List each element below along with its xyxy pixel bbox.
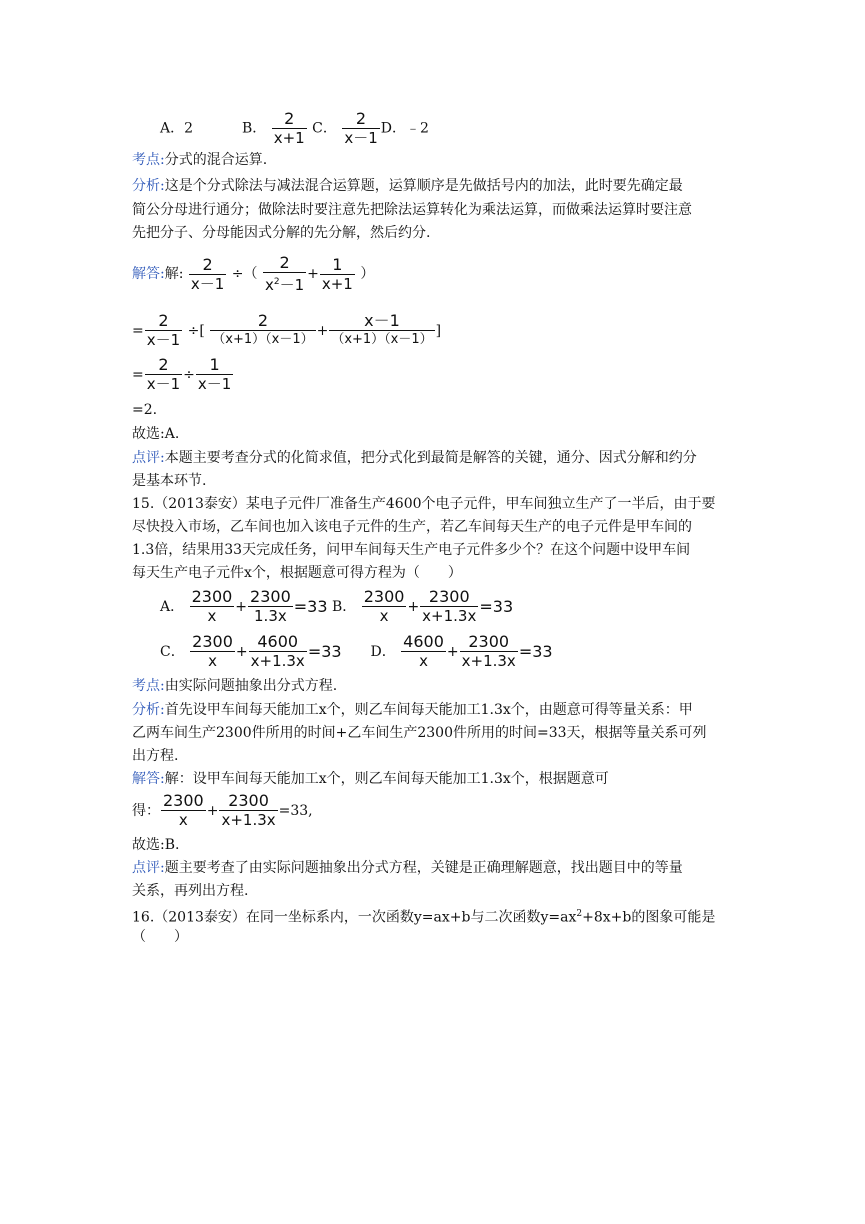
q15-dianping-line1: [132, 858, 683, 878]
option-c-fraction-1: $\frac{2300}{x}$: [192, 632, 233, 670]
plus-sign: +: [316, 322, 329, 339]
equals-sign: =: [132, 322, 144, 339]
jieda-text: 解：设甲车间每天能加工x个，则乙车间每天能加工1.3x个，根据题意可: [164, 771, 609, 787]
plus-sign: +: [235, 598, 248, 615]
jieda-prefix: 得：: [132, 802, 160, 819]
dianping-text: 本题主要考查分式的化简求值，把分式化到最简是解答的关键，通分、因式分解和约分: [164, 450, 697, 466]
q14-jieda-step3: [132, 356, 234, 393]
equals-33: =33: [518, 641, 553, 661]
option-c-label: C．: [160, 643, 185, 660]
q16-stem-line1: [132, 904, 715, 928]
option-a-fraction-1: $\frac{2300}{x}$: [191, 587, 233, 625]
q15-stem-line4: 每天生产电子元件x个，根据题意可得方程为（ ）: [132, 565, 462, 581]
plus-sign: +: [446, 643, 459, 660]
kaodian-text: 由实际问题抽象出分式方程.: [164, 678, 338, 694]
dianping-label: 点评:: [132, 450, 165, 466]
plus-sign: +: [407, 598, 420, 615]
q14-fenxi-line3: 先把分子、分母能因式分解的先分解，然后约分.: [132, 225, 431, 241]
dianping-text: 题主要考查了由实际问题抽象出分式方程，关键是正确理解题意，找出题目中的等量: [164, 860, 683, 876]
option-b-label: B．: [241, 120, 267, 137]
option-c-label: C．: [312, 120, 337, 137]
q15-options-cd: [160, 633, 553, 670]
option-a-label: A．: [160, 598, 185, 615]
q15-jieda-line1: [132, 769, 609, 789]
option-b-fraction-1: $\frac{2300}{x}$: [363, 587, 405, 625]
option-a-fraction-2: $\frac{2300}{1.3x}$: [250, 587, 291, 625]
fenxi-label: 分析:: [132, 702, 165, 718]
option-d-fraction-2: $\frac{2300}{x+1.3x}$: [461, 632, 516, 670]
kaodian-text: 分式的混合运算.: [164, 152, 268, 168]
plus-sign: +: [206, 802, 219, 819]
equals-33: =33: [307, 641, 342, 661]
option-b-fraction-2: $\frac{2300}{x+1.3x}$: [422, 587, 477, 625]
q14-fenxi-line2: 简公分母进行通分；做除法时要注意先把除法运算转化为乘法运算，而做乘法运算时要注意: [132, 202, 692, 218]
q15-stem-line1: 15.（2013泰安）某电子元件厂准备生产4600个电子元件，甲车间独立生产了一半后，由于要: [132, 496, 716, 512]
option-d-fraction-1: $\frac{4600}{x}$: [403, 632, 444, 670]
equals-33: =33: [293, 596, 328, 616]
close-bracket: ]: [435, 322, 442, 339]
q15-choice: 故选:B.: [132, 837, 180, 853]
fenxi-text: 首先设甲车间每天能加工x个，则乙车间每天能加工1.3x个，由题意可得等量关系：甲: [164, 702, 693, 718]
jieda-label: 解答:: [132, 266, 165, 282]
jieda-prefix: 解:: [164, 266, 184, 282]
option-a: A．2: [160, 120, 194, 137]
step1-fraction-1: $\frac{2}{x-1}$: [190, 254, 225, 293]
fenxi-text: 这是个分式除法与减法混合运算题，运算顺序是先做括号内的加法，此时要先确定最: [164, 178, 683, 194]
kaodian-label: 考点:: [132, 678, 165, 694]
fenxi-label: 分析:: [132, 178, 165, 194]
option-b-label: B．: [331, 598, 357, 615]
q15-fenxi-line1: [132, 700, 693, 720]
equals-33: =33: [479, 596, 514, 616]
q15-fenxi-line2: 乙两车间生产2300件所用的时间+乙车间生产2300件所用的时间=33天，根据等量关系可列: [132, 725, 707, 741]
equals-sign: =: [132, 366, 144, 383]
q14-jieda-step1: [132, 254, 374, 294]
equation-fraction-1: $\frac{2300}{x}$: [163, 791, 204, 829]
divide-bracket: ÷[: [187, 322, 205, 339]
step1-fraction-3: $\frac{1}{x+1}$: [321, 254, 353, 293]
q15-kaodian: [132, 676, 337, 696]
option-c-fraction: $\frac{2}{x-1}$: [344, 109, 378, 147]
q16-stem-line2: （ ）: [132, 929, 188, 945]
close-paren: ）: [360, 266, 375, 282]
q15-dianping-line2: 关系，再列出方程.: [132, 883, 249, 899]
jieda-label: 解答:: [132, 771, 165, 787]
q14-kaodian: [132, 150, 267, 170]
step3-fraction-1: $\frac{2}{x-1}$: [146, 355, 181, 393]
q15-fenxi-line3: 出方程.: [132, 748, 179, 764]
q15-stem-line2: 尽快投入市场，乙车间也加入该电子元件的生产，若乙车间每天生产的电子元件是甲车间的: [132, 519, 692, 535]
step2-fraction-2: 2 （x+1）（x－1）: [212, 311, 314, 347]
q15-stem-line3: 1.3倍，结果用33天完成任务，问甲车间每天生产电子元件多少个？在这个问题中设甲车间: [132, 542, 691, 558]
option-c-fraction-2: $\frac{4600}{x+1.3x}$: [250, 632, 305, 670]
q14-dianping-line1: [132, 448, 697, 468]
divide-sign: ÷: [183, 366, 195, 383]
q14-jieda-step4: =2.: [132, 402, 158, 418]
q14-options: [160, 110, 429, 147]
step2-fraction-1: $\frac{2}{x-1}$: [146, 311, 181, 349]
q14-fenxi-line1: [132, 176, 683, 196]
option-b-fraction: $\frac{2}{x+1}$: [273, 109, 305, 147]
equation-fraction-2: $\frac{2300}{x+1.3x}$: [221, 791, 276, 829]
plus-sign: +: [235, 643, 248, 660]
q16-superscript: 2: [576, 909, 583, 919]
option-d: D．﹣2: [380, 120, 429, 137]
q16-text-a: 16.（2013泰安）在同一坐标系内，一次函数y=ax+b与二次函数y=ax: [132, 909, 577, 926]
step1-fraction-2: $\frac{2}{x^2-1}$: [264, 253, 305, 294]
step3-fraction-2: $\frac{1}{x-1}$: [197, 355, 232, 393]
q15-options-ab: [160, 588, 513, 625]
q14-choice: 故选:A.: [132, 426, 180, 442]
equals-33: =33,: [278, 802, 313, 819]
kaodian-label: 考点:: [132, 152, 165, 168]
step2-fraction-3: x－1 （x+1）（x－1）: [331, 311, 433, 347]
q14-dianping-line2: 是基本环节.: [132, 473, 207, 489]
q16-text-b: +8x+b的图象可能是: [582, 909, 716, 926]
dianping-label: 点评:: [132, 860, 165, 876]
q15-jieda-equation: [132, 792, 313, 829]
q14-jieda-step2: [132, 312, 441, 349]
divide-sign: ÷（: [231, 266, 258, 282]
option-d-label: D．: [370, 643, 396, 660]
plus-sign: +: [307, 266, 319, 282]
